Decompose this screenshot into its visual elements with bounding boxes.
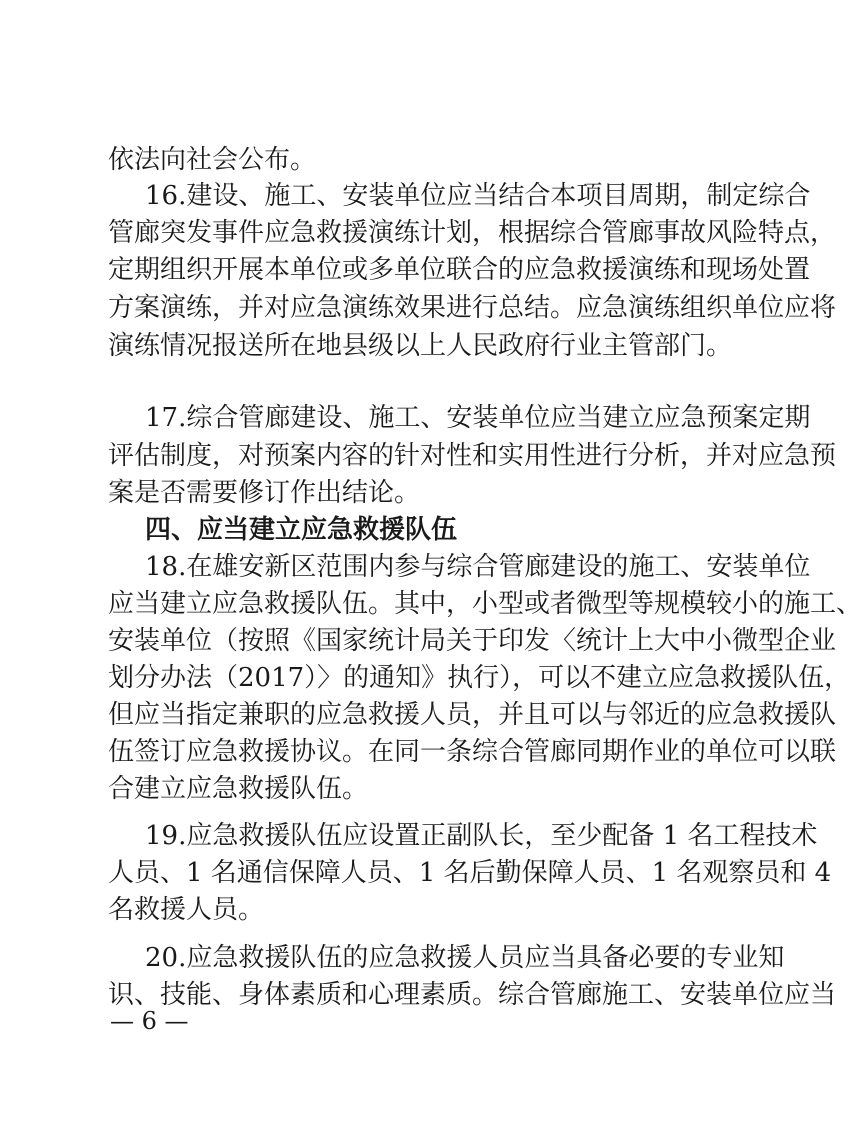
text-line: 方案演练，并对应急演练效果进行总结。应急演练组织单位应将 [108, 293, 837, 323]
text-line: 识、技能、身体素质和心理素质。综合管廊施工、安装单位应当 [108, 980, 837, 1010]
text-line: 演练情况报送所在地县级以上人民政府行业主管部门。 [108, 331, 733, 361]
text-line: 定期组织开展本单位或多单位联合的应急救援演练和现场处置 [108, 255, 811, 285]
text-line: 依法向社会公布。 [108, 145, 317, 175]
text-line: 17.综合管廊建设、施工、安装单位应当建立应急预案定期 [145, 403, 811, 433]
text-line: 19.应急救援队伍应设置正副队长，至少配备 1 名工程技术 [145, 821, 818, 851]
text-line: 但应当指定兼职的应急救援人员，并且可以与邻近的应急救援队 [108, 700, 837, 730]
text-line: 安装单位（按照《国家统计局关于印发〈统计上大中小微型企业 [108, 626, 837, 656]
text-line: 伍签订应急救援协议。在同一条综合管廊同期作业的单位可以联 [108, 737, 837, 767]
text-line: 管廊突发事件应急救援演练计划，根据综合管廊事故风险特点， [108, 218, 837, 248]
text-line: 20.应急救援队伍的应急救援人员应当具备必要的专业知 [145, 943, 785, 973]
text-line: 案是否需要修订作出结论。 [108, 478, 421, 508]
text-line: 18.在雄安新区范围内参与综合管廊建设的施工、安装单位 [145, 552, 811, 582]
section-heading: 四、应当建立应急救援队伍 [145, 515, 458, 545]
text-line: 人员、1 名通信保障人员、1 名后勤保障人员、1 名观察员和 4 [108, 858, 832, 888]
page-number: — 6 — [110, 1007, 189, 1035]
text-line: 名救援人员。 [108, 895, 265, 925]
text-line: 应当建立应急救援队伍。其中，小型或者微型等规模较小的施工、 [108, 589, 862, 619]
text-line: 评估制度，对预案内容的针对性和实用性进行分析，并对应急预 [108, 441, 837, 471]
text-line: 划分办法（2017）〉的通知》执行），可以不建立应急救援队伍， [108, 663, 851, 693]
text-line: 合建立应急救援队伍。 [108, 774, 369, 804]
text-line: 16.建设、施工、安装单位应当结合本项目周期，制定综合 [145, 181, 811, 211]
